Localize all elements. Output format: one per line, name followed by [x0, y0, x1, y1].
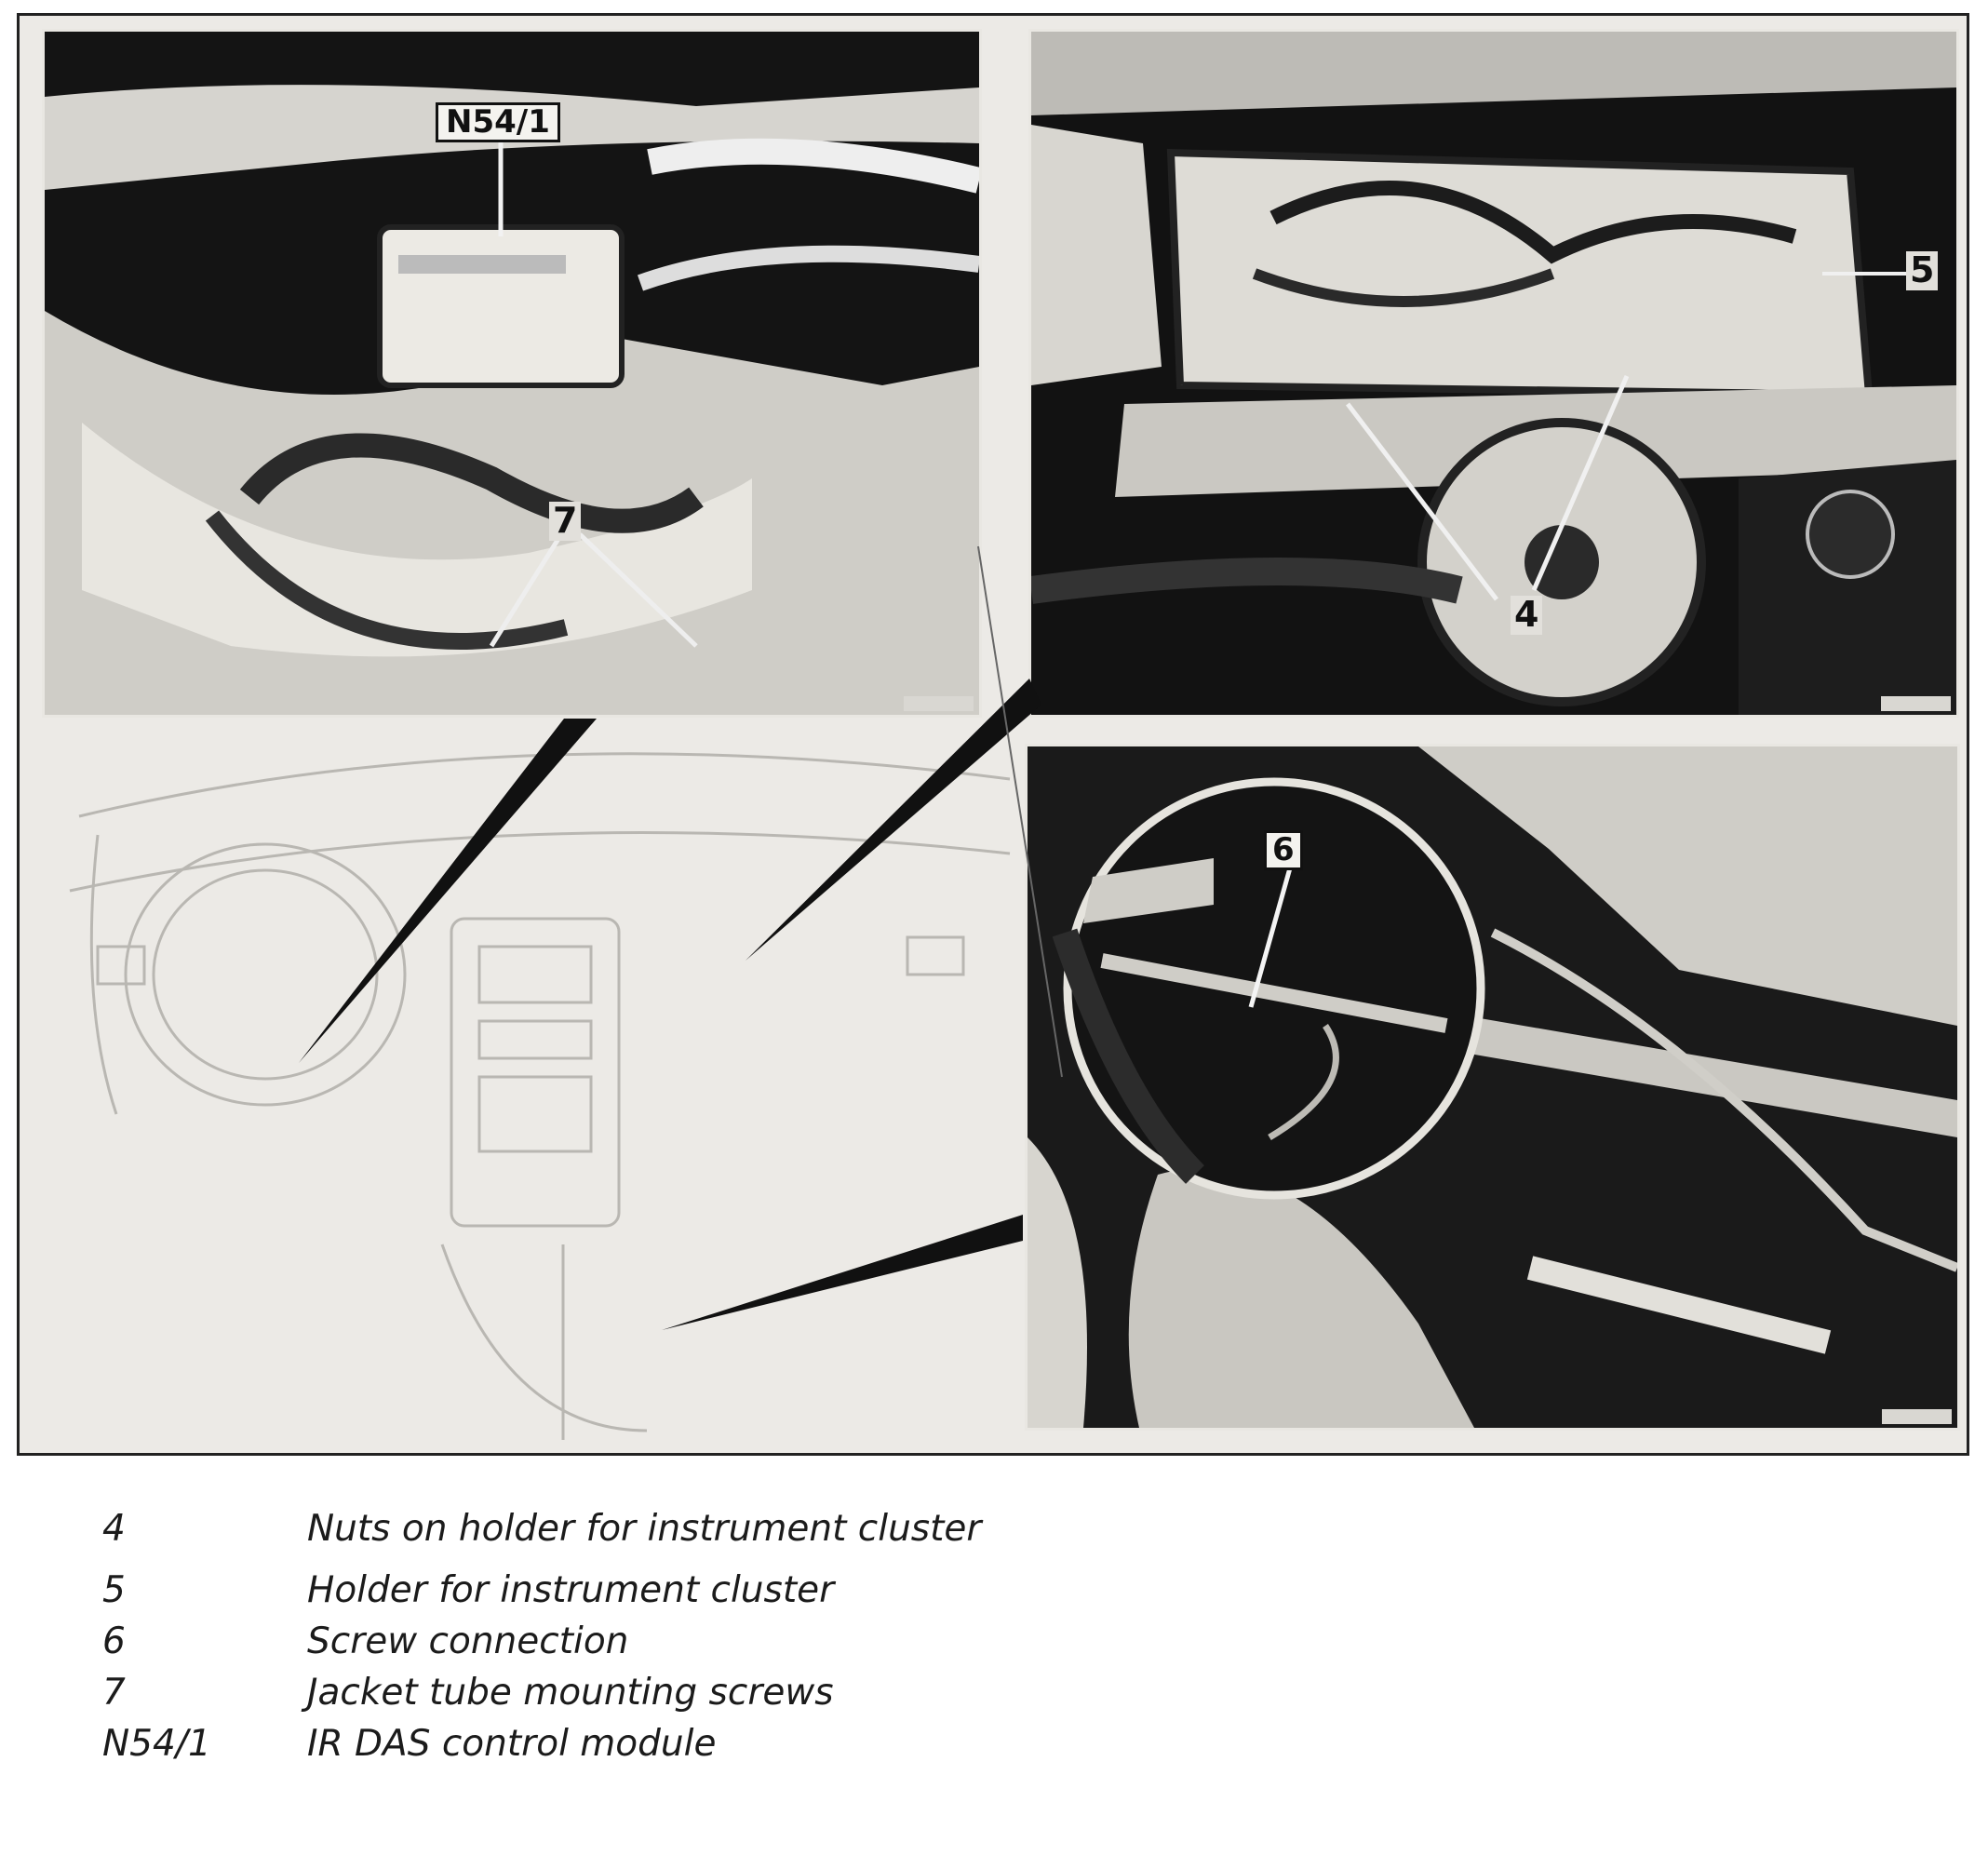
legend-key: 6 — [102, 1620, 126, 1662]
legend-key: 4 — [102, 1508, 126, 1550]
legend-key: N54/1 — [102, 1723, 211, 1765]
figure — [17, 13, 1969, 1456]
legend-key: 5 — [102, 1569, 126, 1611]
legend-row — [102, 1499, 1219, 1560]
legend — [102, 1499, 1219, 1765]
legend-row — [102, 1672, 1219, 1714]
callout-6: 6 — [1264, 830, 1303, 870]
callout-7: 7 — [549, 502, 581, 541]
legend-text: Jacket tube mounting screws — [307, 1672, 834, 1714]
legend-key: 7 — [102, 1672, 126, 1714]
legend-row — [102, 1620, 1219, 1662]
callout-5: 5 — [1906, 251, 1938, 290]
callout-n54-1: N54/1 — [436, 102, 560, 142]
legend-text: Nuts on holder for instrument cluster — [307, 1508, 982, 1550]
legend-text: Screw connection — [307, 1620, 629, 1662]
legend-row — [102, 1723, 1219, 1765]
legend-text: IR DAS control module — [307, 1723, 717, 1765]
callout-4: 4 — [1511, 596, 1542, 635]
legend-text: Holder for instrument cluster — [307, 1569, 835, 1611]
pointer-wedges — [20, 16, 1967, 1453]
legend-row — [102, 1569, 1219, 1611]
